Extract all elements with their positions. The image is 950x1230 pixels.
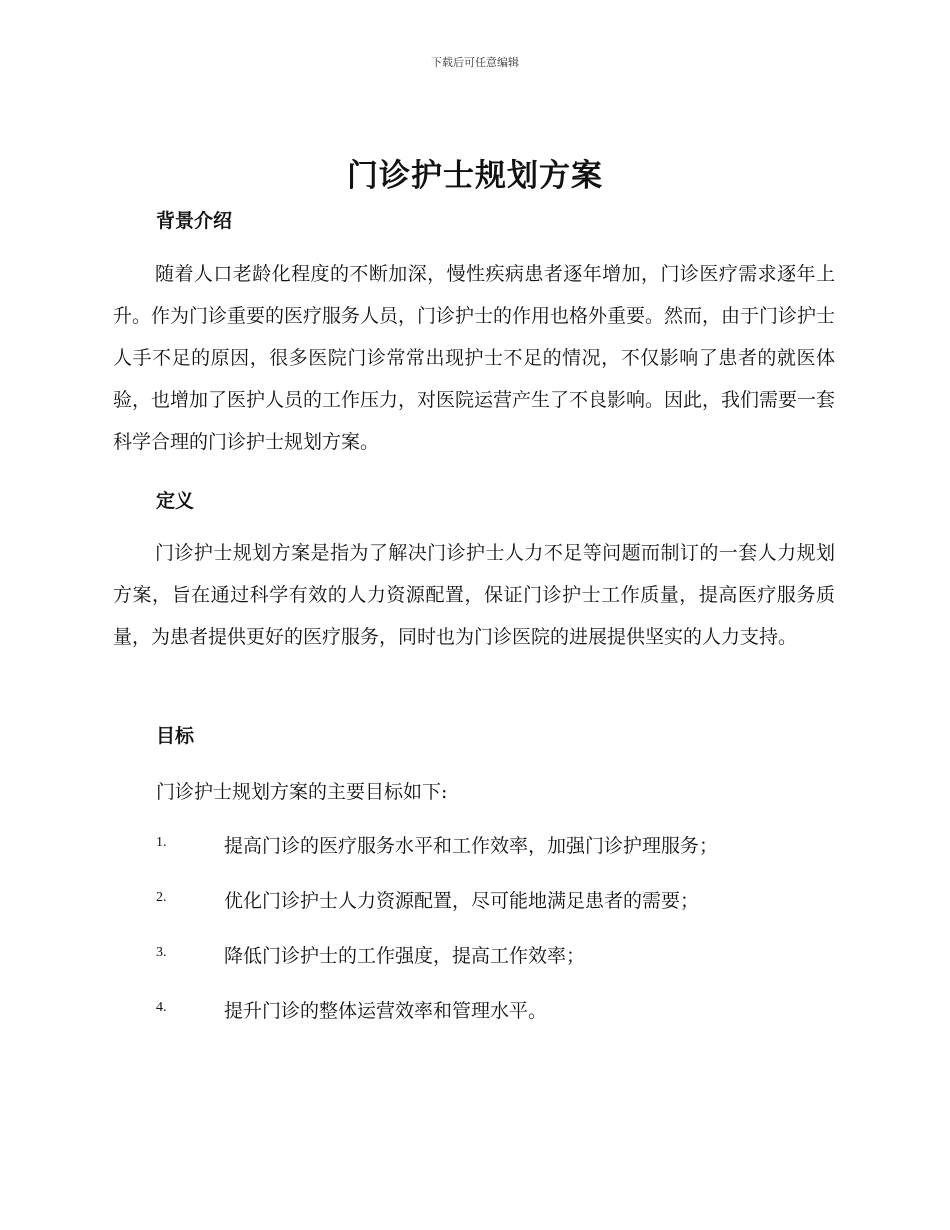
section-heading-definition: 定义 (156, 490, 195, 512)
goals-intro: 门诊护士规划方案的主要目标如下: (156, 781, 448, 803)
header-note: 下载后可任意编辑 (431, 56, 519, 69)
goal-number: 1. (156, 835, 167, 850)
goal-text: 降低门诊护士的工作强度，提高工作效率； (224, 945, 586, 967)
goal-list-item (156, 941, 856, 971)
goal-number: 3. (156, 945, 167, 960)
goal-number: 4. (156, 1000, 167, 1015)
document-title: 门诊护士规划方案 (347, 158, 603, 194)
goal-list-item (156, 996, 856, 1026)
goal-list-item (156, 886, 856, 916)
background-paragraph: 随着人口老龄化程度的不断加深，慢性疾病患者逐年增加，门诊医疗需求逐年上升。作为门诊重要的医疗服务人员，门诊护士的作用也格外重要。然而，由于门诊护士人手不足的原因，很多医院门诊常常出现护士不足的情况，不仅影响了患者的就医体验，也增加了医护人员的工作压力，对医院运营产生了不良影响。因此，我们需要一套科学合理的门诊护士规划方案。 (113, 263, 836, 453)
goal-number: 2. (156, 890, 167, 905)
goal-text: 优化门诊护士人力资源配置，尽可能地满足患者的需要； (224, 890, 700, 912)
goal-list-item (156, 831, 856, 861)
definition-paragraph: 门诊护士规划方案是指为了解决门诊护士人力不足等问题而制订的一套人力规划方案，旨在通过科学有效的人力资源配置，保证门诊护士工作质量，提高医疗服务质量，为患者提供更好的医疗服务，同时也为门诊医院的进展提供坚实的人力支持。 (113, 542, 835, 648)
section-heading-background: 背景介绍 (156, 210, 233, 232)
goal-text: 提高门诊的医疗服务水平和工作效率，加强门诊护理服务； (224, 835, 719, 857)
goal-text: 提升门诊的整体运营效率和管理水平。 (224, 1000, 548, 1022)
section-heading-goals: 目标 (156, 725, 195, 747)
